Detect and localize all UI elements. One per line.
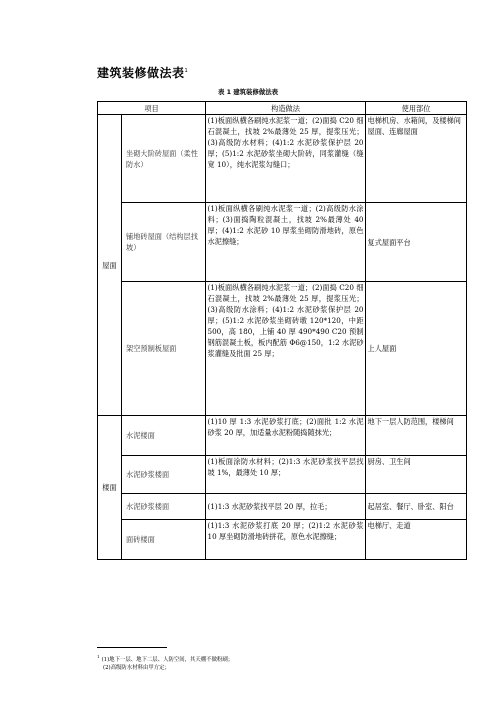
usage-location: 电梯机房、水箱间，及楼梯间屋面、连廊屋面: [366, 115, 467, 203]
header-usage: 使用部位: [366, 102, 467, 115]
construction-method: (1)板面纵横各刷纯水泥浆一道；(2)面捣 C20 细石混凝土，找坡 2%最薄处 25 厚，提浆压光；(3)高级防水涂料；(4)1:2 水泥砂浆保护层 20 厚；(5)1:2 水泥砂浆坐砌砖墩 120*120，中距 500，高 180，上铺 40 厚 490*490 C20 预制钢筋混凝土板，板内配筋 Φ6@150，1:2 水泥砂浆灌缝及批面 25 厚；: [206, 282, 366, 416]
table-row: [98, 282, 467, 416]
usage-location: 电梯厅、走道: [366, 520, 467, 560]
table-row: [98, 203, 467, 282]
construction-method: (1)1:3 水泥砂浆找平层 20 厚，拉毛；: [206, 494, 366, 520]
footnote-separator: [97, 647, 167, 648]
footnote-line: $^1$(1)地下一层、地下二层、人防空间，其天棚不做粉刷；: [97, 654, 234, 663]
usage-location: 地下一层人防范围，楼梯间: [366, 416, 467, 456]
table-header-row: [98, 102, 467, 115]
decoration-table: [97, 101, 467, 560]
footnote-marker: 1: [97, 654, 100, 659]
construction-method: (1)板面纵横各刷纯水泥浆一道；(2)高级防水涂料；(3)面捣陶粒混凝土，找坡 2%最薄处 40 厚；(4)1:2 水泥砂 10 厚浆坐砌防滑地砖，原色水泥擦缝；: [206, 203, 366, 282]
item-name: 水泥砂浆楼面: [122, 494, 206, 520]
construction-method: (1)1:3 水泥砂浆打底 20 厚；(2)1:2 水泥砂浆 10 厚坐砌防滑地砖拼花，原色水泥擦缝；: [206, 520, 366, 560]
construction-method: (1)板面涂防水材料；(2)1:3 水泥砂浆找平层找坡 1%，最薄处 10 厚；: [206, 456, 366, 494]
table-row: [98, 115, 467, 203]
item-name: 铺地砖屋面（结构层找坡）: [122, 203, 206, 282]
construction-method: (1)板面纵横各刷纯水泥浆一道；(2)面捣 C20 细石混凝土，找坡 2%最薄处 25 厚，提浆压光；(3)高级防水材料；(4)1:2 水泥砂浆保护层 20 厚；(5)1:2 水泥砂浆坐砌大阶砖，同浆灌缝（缝宽 10），纯水泥浆勾缝口；: [206, 115, 366, 203]
table-row: [98, 456, 467, 494]
footnote-marker: 1: [184, 68, 189, 74]
category-roof: 屋面: [98, 115, 122, 416]
usage-location: 上人屋面: [366, 282, 467, 416]
footnote: [97, 653, 477, 672]
table-row: [98, 494, 467, 520]
usage-location: 复式屋面平台: [366, 203, 467, 282]
item-name: 坐砌大阶砖屋面（柔性防水）: [122, 115, 206, 203]
item-name: 架空预制板屋面: [122, 282, 206, 416]
usage-location: 起居室、餐厅、卧室、阳台: [366, 494, 467, 520]
header-item: 项目: [98, 102, 206, 115]
item-name: 面砖楼面: [122, 520, 206, 560]
header-method: 构造做法: [206, 102, 366, 115]
table-row: [98, 416, 467, 456]
category-floor: 楼面: [98, 416, 122, 560]
footnote-line: (2)高级防水材料由甲方定；: [103, 664, 170, 671]
construction-method: (1)10 厚 1:3 水泥砂浆打底；(2)面批 1:2 水泥砂浆 20 厚，加适量水泥粉随捣随抹光；: [206, 416, 366, 456]
item-name: 水泥楼面: [122, 416, 206, 456]
table-row: [98, 520, 467, 560]
usage-location: 厨房、卫生间: [366, 456, 467, 494]
item-name: 水泥砂浆楼面: [122, 456, 206, 494]
table-caption: 表 1 建筑装修做法表: [217, 88, 279, 96]
document-title: 建筑装修做法表$^1$: [97, 66, 189, 80]
